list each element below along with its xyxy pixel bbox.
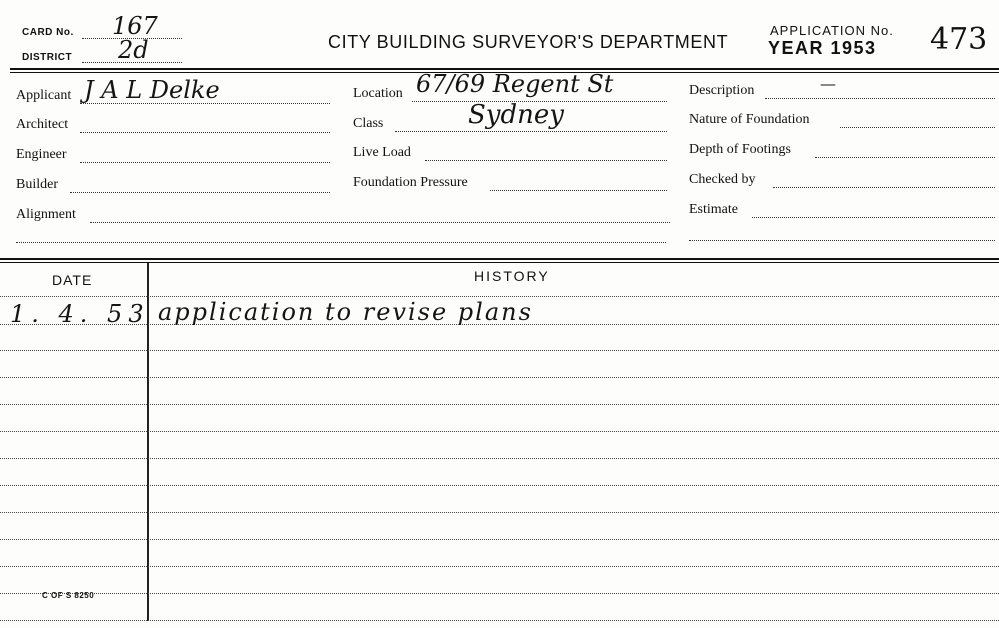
description-label: Description <box>689 83 755 98</box>
card-no-label: CARD No. <box>22 27 74 38</box>
checked-by-label: Checked by <box>689 172 756 187</box>
description-line <box>765 98 995 99</box>
architect-line <box>80 132 330 133</box>
history-row-line <box>0 377 999 378</box>
live-load-label: Live Load <box>353 145 411 160</box>
class-label: Class <box>353 116 384 131</box>
checked-by-line <box>773 187 995 188</box>
history-row-line <box>0 539 999 540</box>
depth-of-footings-line <box>815 157 995 158</box>
foundation-pressure-line <box>490 190 667 191</box>
estimate-line <box>752 217 995 218</box>
date-column-header: DATE <box>52 272 93 288</box>
history-column-header: HISTORY <box>474 268 550 284</box>
history-row-line <box>0 296 999 297</box>
history-row-line <box>0 620 999 621</box>
history-rule-top <box>0 258 999 260</box>
alignment-label: Alignment <box>16 207 76 222</box>
form-code: C OF S 8250 <box>42 591 95 600</box>
nature-of-foundation-line <box>840 127 995 128</box>
history-row-line <box>0 458 999 459</box>
history-rule-second <box>0 262 999 263</box>
history-row-line <box>0 404 999 405</box>
blank-line-1 <box>16 242 666 243</box>
class-line <box>395 131 667 132</box>
estimate-label: Estimate <box>689 202 738 217</box>
depth-of-footings-label: Depth of Footings <box>689 142 791 157</box>
card-no-value: 167 <box>112 12 158 40</box>
engineer-label: Engineer <box>16 147 67 162</box>
history-row-line <box>0 431 999 432</box>
district-label: DISTRICT <box>22 52 73 63</box>
live-load-line <box>425 160 667 161</box>
history-row-1-entry: application to revise plans <box>158 298 533 326</box>
year-label: YEAR 1953 <box>768 38 877 58</box>
history-row-line <box>0 350 999 351</box>
foundation-pressure-label: Foundation Pressure <box>353 175 468 190</box>
district-value: 2d <box>118 36 149 64</box>
location-line2-value: Sydney <box>468 100 564 130</box>
builder-line <box>70 192 330 193</box>
history-row-line <box>0 593 999 594</box>
department-title: CITY BUILDING SURVEYOR'S DEPARTMENT <box>328 32 729 52</box>
applicant-label: Applicant <box>16 88 72 103</box>
application-no-label: APPLICATION No. <box>770 23 894 38</box>
engineer-line <box>80 162 330 163</box>
nature-of-foundation-label: Nature of Foundation <box>689 112 810 127</box>
blank-line-2 <box>689 240 995 241</box>
location-value: 67/69 Regent St <box>416 70 614 98</box>
history-row-line <box>0 566 999 567</box>
application-number: 473 <box>930 22 988 57</box>
history-row-line <box>0 512 999 513</box>
alignment-line <box>90 222 670 223</box>
location-label: Location <box>353 86 403 101</box>
builder-label: Builder <box>16 177 58 192</box>
description-value: — <box>820 74 836 93</box>
applicant-value: J A L Delke <box>84 76 220 104</box>
architect-label: Architect <box>16 117 69 132</box>
history-row-line <box>0 485 999 486</box>
history-row-1-date: 1. 4. 53 <box>10 300 150 328</box>
